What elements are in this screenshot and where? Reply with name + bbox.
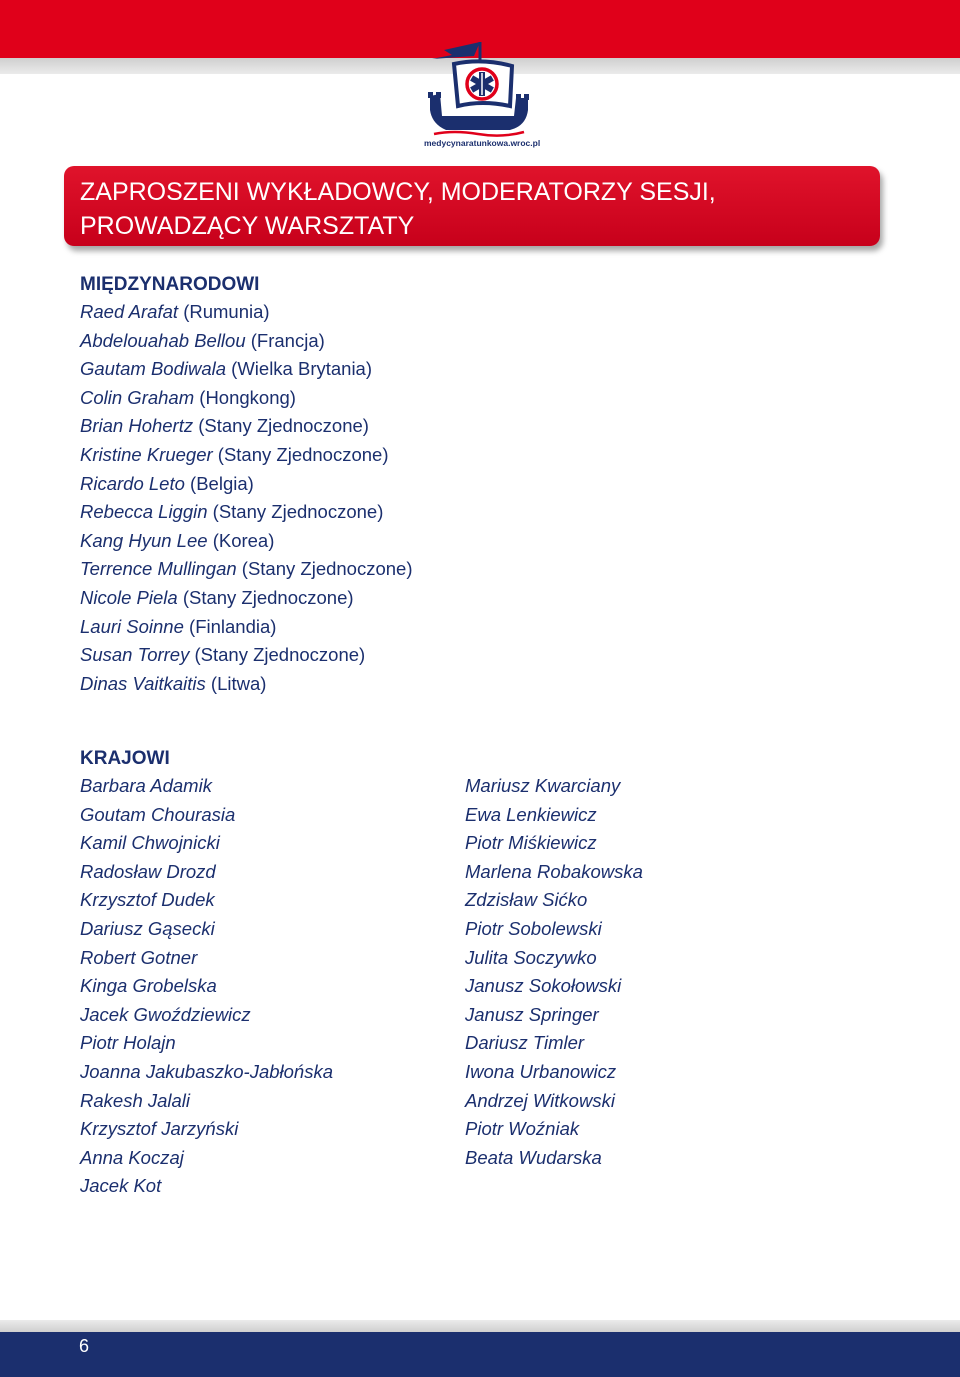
speaker-country: (Stany Zjednoczone) xyxy=(182,586,354,608)
logo-url: medycynaratunkowa.wroc.pl xyxy=(424,138,541,148)
speaker-country: (Korea) xyxy=(212,529,275,551)
speaker-name: Kristine Krueger xyxy=(80,443,213,465)
speaker-name: Abdelouahab Bellou xyxy=(80,329,246,351)
speaker-name: Brian Hohertz xyxy=(80,415,194,437)
list-item: Iwona Urbanowicz xyxy=(465,1060,617,1082)
list-item: Janusz Sokołowski xyxy=(465,975,622,997)
list-item: Krzysztof Dudek xyxy=(80,889,215,911)
list-item: Rakesh Jalali xyxy=(80,1089,191,1111)
speaker-country: (Belgia) xyxy=(190,472,254,494)
speaker-country: (Stany Zjednoczone) xyxy=(217,443,389,465)
speaker-country: (Hongkong) xyxy=(199,386,296,408)
list-item: Kinga Grobelska xyxy=(80,975,217,997)
page-title xyxy=(80,175,860,243)
speaker-name: Nicole Piela xyxy=(80,586,178,608)
ship-logo-icon xyxy=(424,40,532,140)
list-item: Zdzisław Sićko xyxy=(465,889,588,911)
list-item: Piotr Miśkiewicz xyxy=(465,832,597,854)
list-item xyxy=(80,555,413,584)
list-item: Robert Gotner xyxy=(80,946,198,968)
list-item: Dariusz Gąsecki xyxy=(80,917,215,939)
speaker-name: Lauri Soinne xyxy=(80,615,184,637)
list-item: Barbara Adamik xyxy=(80,775,212,796)
list-item: Andrzej Witkowski xyxy=(465,1089,615,1111)
speaker-country: (Litwa) xyxy=(210,672,267,694)
speaker-name: Dinas Vaitkaitis xyxy=(80,672,206,694)
speaker-country: (Finlandia) xyxy=(189,615,277,637)
list-item: Jacek Gwoździewicz xyxy=(80,1003,251,1025)
international-list xyxy=(80,298,413,698)
title-banner xyxy=(64,166,880,246)
ship-logo xyxy=(424,40,541,152)
speaker-country: (Stany Zjednoczone) xyxy=(241,558,413,580)
speaker-name: Ricardo Leto xyxy=(80,472,185,494)
speaker-country: (Rumunia) xyxy=(183,301,270,322)
speaker-name: Gautam Bodiwala xyxy=(80,358,227,380)
list-item xyxy=(80,355,413,384)
list-item xyxy=(80,470,413,499)
list-item: Piotr Woźniak xyxy=(465,1118,580,1140)
list-item: Janusz Springer xyxy=(465,1003,599,1025)
list-item xyxy=(80,613,413,642)
speaker-country: (Stany Zjednoczone) xyxy=(194,644,366,666)
speaker-name: Susan Torrey xyxy=(80,644,190,666)
speaker-name: Raed Arafat xyxy=(80,301,179,322)
list-item: Marlena Robakowska xyxy=(465,860,643,882)
list-item: Joanna Jakubaszko-Jabłońska xyxy=(80,1060,333,1082)
list-item: Beata Wudarska xyxy=(465,1146,602,1168)
international-heading: MIĘDZYNARODOWI xyxy=(80,274,260,295)
list-item: Julita Soczywko xyxy=(465,946,597,968)
speaker-country: (Francja) xyxy=(250,329,325,351)
list-item: Kamil Chwojnicki xyxy=(80,832,220,854)
speaker-country: (Stany Zjednoczone) xyxy=(212,501,384,523)
list-item: Radosław Drozd xyxy=(80,860,216,882)
speaker-name: Kang Hyun Lee xyxy=(80,529,208,551)
list-item: Goutam Chourasia xyxy=(80,803,236,825)
list-item: Jacek Kot xyxy=(80,1175,162,1197)
page-number: 6 xyxy=(79,1336,90,1356)
list-item xyxy=(80,298,413,327)
national-heading: KRAJOWI xyxy=(80,748,170,769)
list-item xyxy=(80,670,413,699)
list-item xyxy=(80,641,413,670)
list-item xyxy=(80,412,413,441)
title-line-2: PROWADZĄCY WARSZTATY xyxy=(80,212,415,240)
list-item: Krzysztof Jarzyński xyxy=(80,1118,239,1140)
national-list-right xyxy=(465,772,643,1172)
list-item: Piotr Holajn xyxy=(80,1032,176,1054)
speaker-name: Colin Graham xyxy=(80,386,195,408)
speaker-country: (Stany Zjednoczone) xyxy=(198,415,369,437)
list-item xyxy=(80,498,413,527)
list-item: Dariusz Timler xyxy=(465,1032,585,1054)
list-item: Ewa Lenkiewicz xyxy=(465,803,597,825)
list-item: Piotr Sobolewski xyxy=(465,917,602,939)
speaker-name: Terrence Mullingan xyxy=(80,558,237,580)
list-item xyxy=(80,327,413,356)
list-item: Anna Koczaj xyxy=(80,1146,184,1168)
title-line-1: ZAPROSZENI WYKŁADOWCY, MODERATORZY SESJI, xyxy=(80,178,716,206)
speaker-name: Rebecca Liggin xyxy=(80,501,208,523)
bottom-gray-band xyxy=(0,1320,960,1332)
list-item xyxy=(80,527,413,556)
national-list-left xyxy=(80,772,333,1201)
bottom-blue-band xyxy=(0,1332,960,1377)
list-item xyxy=(80,584,413,613)
speaker-country: (Wielka Brytania) xyxy=(231,358,373,380)
list-item: Mariusz Kwarciany xyxy=(465,775,621,796)
list-item xyxy=(80,441,413,470)
list-item xyxy=(80,384,413,413)
